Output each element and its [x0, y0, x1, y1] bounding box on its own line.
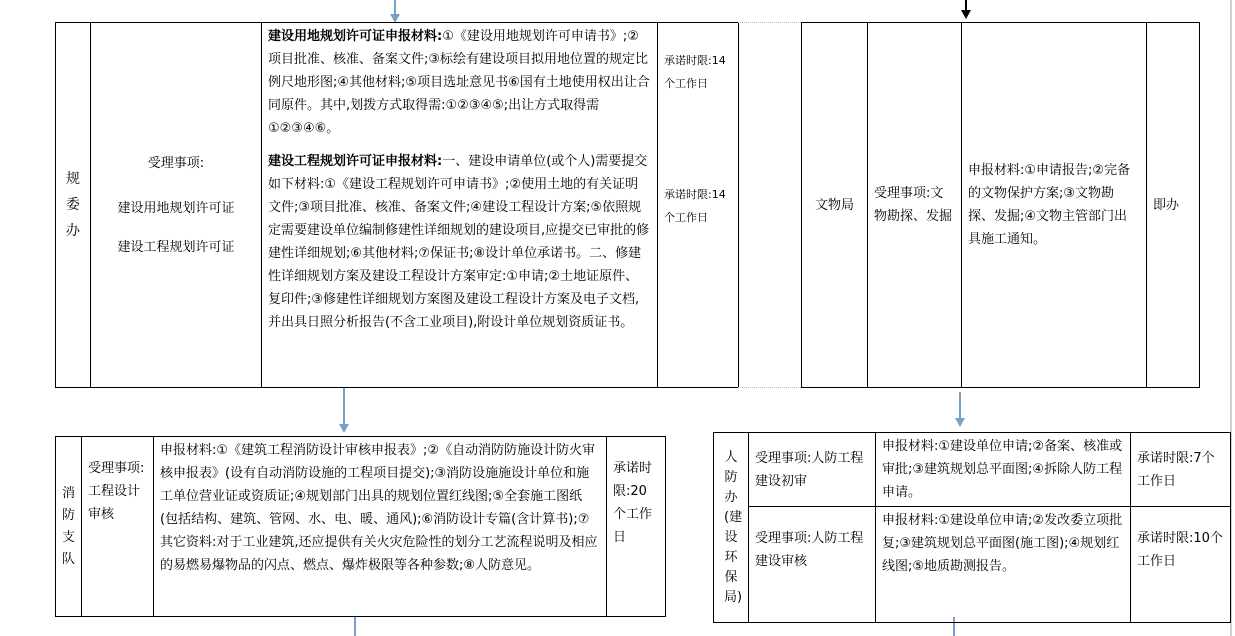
- mid-right-arrow-icon: [955, 418, 965, 427]
- planning-dept-label: 规委办: [66, 171, 80, 239]
- civil-defense-item-1: 受理事项:人防工程建设初审: [755, 450, 864, 489]
- civil-defense-time-2-cell: [1131, 507, 1231, 623]
- planning-dept-cell: [56, 23, 91, 388]
- top-right-arrow-icon: [961, 10, 971, 19]
- relics-item-label: 受理事项:文物勘探、发掘: [874, 186, 953, 224]
- fire-dept-label: 消防支队: [61, 485, 75, 567]
- fire-dept-cell: [56, 437, 82, 617]
- land-use-materials-title: 建设用地规划许可证申报材料:: [268, 29, 443, 44]
- fire-materials-cell: [154, 437, 607, 617]
- fire-time-text: 承诺时限:20个工作日: [613, 461, 653, 545]
- relics-materials-cell: [962, 23, 1147, 388]
- land-use-materials-body: ①《建设用地规划许可申请书》;②项目批准、核准、备案文件;③标绘有建设项目拟用地位置的规定比例尺地形图;④其他材料;⑤项目选址意见书⑥国有土地使用权出让合同原件。其中,划拨方式取得需:①②③④⑤;出让方式取得需①②③④⑥。: [268, 29, 650, 136]
- relics-time-cell: [1147, 23, 1200, 388]
- fire-time-cell: [607, 437, 666, 617]
- civil-defense-dept-cell: [714, 433, 749, 623]
- relics-materials-text: 申报材料:①申请报告;②完备的文物保护方案;③文物勘探、发掘;④文物主管部门出具施工通知。: [968, 163, 1131, 247]
- planning-item-2: 建设工程规划许可证: [117, 239, 235, 255]
- civil-defense-materials-1: 申报材料:①建设单位申请;②备案、核准或审批;③建筑规划总平面图;④拆除人防工程申请。: [882, 439, 1123, 500]
- fire-brigade-table: [55, 436, 666, 617]
- land-use-time: 承诺时限:14个工作日: [664, 54, 726, 90]
- relics-dept-label: 文物局: [814, 197, 854, 213]
- construction-time: 承诺时限:14个工作日: [664, 188, 726, 224]
- civil-defense-table: [713, 432, 1231, 623]
- bottom-left-connector-line: [354, 617, 356, 636]
- civil-defense-time-1: 承诺时限:7个工作日: [1137, 450, 1215, 489]
- relics-dept-cell: [802, 23, 868, 388]
- cultural-relics-table: [801, 22, 1200, 388]
- civil-defense-materials-1-cell: [876, 433, 1131, 507]
- civil-defense-materials-2-cell: [876, 507, 1131, 623]
- fire-item-cell: [82, 437, 154, 617]
- construction-materials-title: 建设工程规划许可证申报材料:: [268, 154, 443, 169]
- civil-defense-dept-label: 人防办(建设环保局): [724, 449, 743, 605]
- relics-item-cell: [868, 23, 962, 388]
- mid-left-connector-line: [343, 388, 345, 426]
- civil-defense-time-2: 承诺时限:10个工作日: [1137, 531, 1223, 569]
- civil-defense-item-2-cell: [749, 507, 876, 623]
- planning-time-cell: [658, 23, 739, 388]
- construction-materials-body: 一、建设申请单位(或个人)需要提交如下材料:①《建设工程规划许可申请书》;②使用土地的有关证明文件;③项目批准、核准、备案文件;④建设工程设计方案;⑤依照规定需要建设单位编制修建性详细规划的建设项目,应提交已审批的修建性详细规划;⑥其他材料;⑦保证书;⑧设计单位承诺书。二、修建性详细规划方案及建设工程设计方案审定:①申请;②土地证原件、复印件;③修建性详细规划方案图及建设工程设计方案及电子文档,并出具日照分析报告(不含工业项目),附设计单位规划资质证书。: [268, 154, 650, 330]
- relics-time-text: 即办: [1153, 197, 1180, 213]
- planning-item-1: 建设用地规划许可证: [117, 200, 235, 216]
- top-divider: [738, 22, 801, 388]
- planning-office-table: [55, 22, 739, 388]
- mid-left-arrow-icon: [339, 424, 349, 433]
- planning-item-cell: [91, 23, 262, 388]
- land-use-materials-cell: [262, 23, 658, 388]
- planning-item-label: 受理事项:: [147, 155, 205, 171]
- civil-defense-item-2: 受理事项:人防工程建设审核: [755, 531, 864, 569]
- civil-defense-item-1-cell: [749, 433, 876, 507]
- civil-defense-time-1-cell: [1131, 433, 1231, 507]
- mid-right-connector-line: [959, 392, 961, 420]
- fire-item-label: 受理事项:工程设计审核: [88, 461, 145, 522]
- civil-defense-materials-2: 申报材料:①建设单位申请;②发改委立项批复;③建筑规划总平面图(施工图);④规划红线图;⑤地质勘测报告。: [882, 513, 1123, 574]
- fire-materials-text: 申报材料:①《建筑工程消防设计审核申报表》;②《自动消防防施设计防火审核申报表》(设有自动消防设施的工程项目提交);③消防设施施设计单位和施工单位营业证或资质证;④规划部门出具的规划位置红线图;⑤全套施工图纸(包括结构、建筑、管网、水、电、暖、通风);⑥消防设计专篇(含计算书);⑦其它资料:对于工业建筑,还应提供有关火灾危险性的划分工艺流程说明及相应的易燃易爆物品的闪点、燃点、爆炸极限等各种参数;⑧人防意见。: [160, 443, 598, 573]
